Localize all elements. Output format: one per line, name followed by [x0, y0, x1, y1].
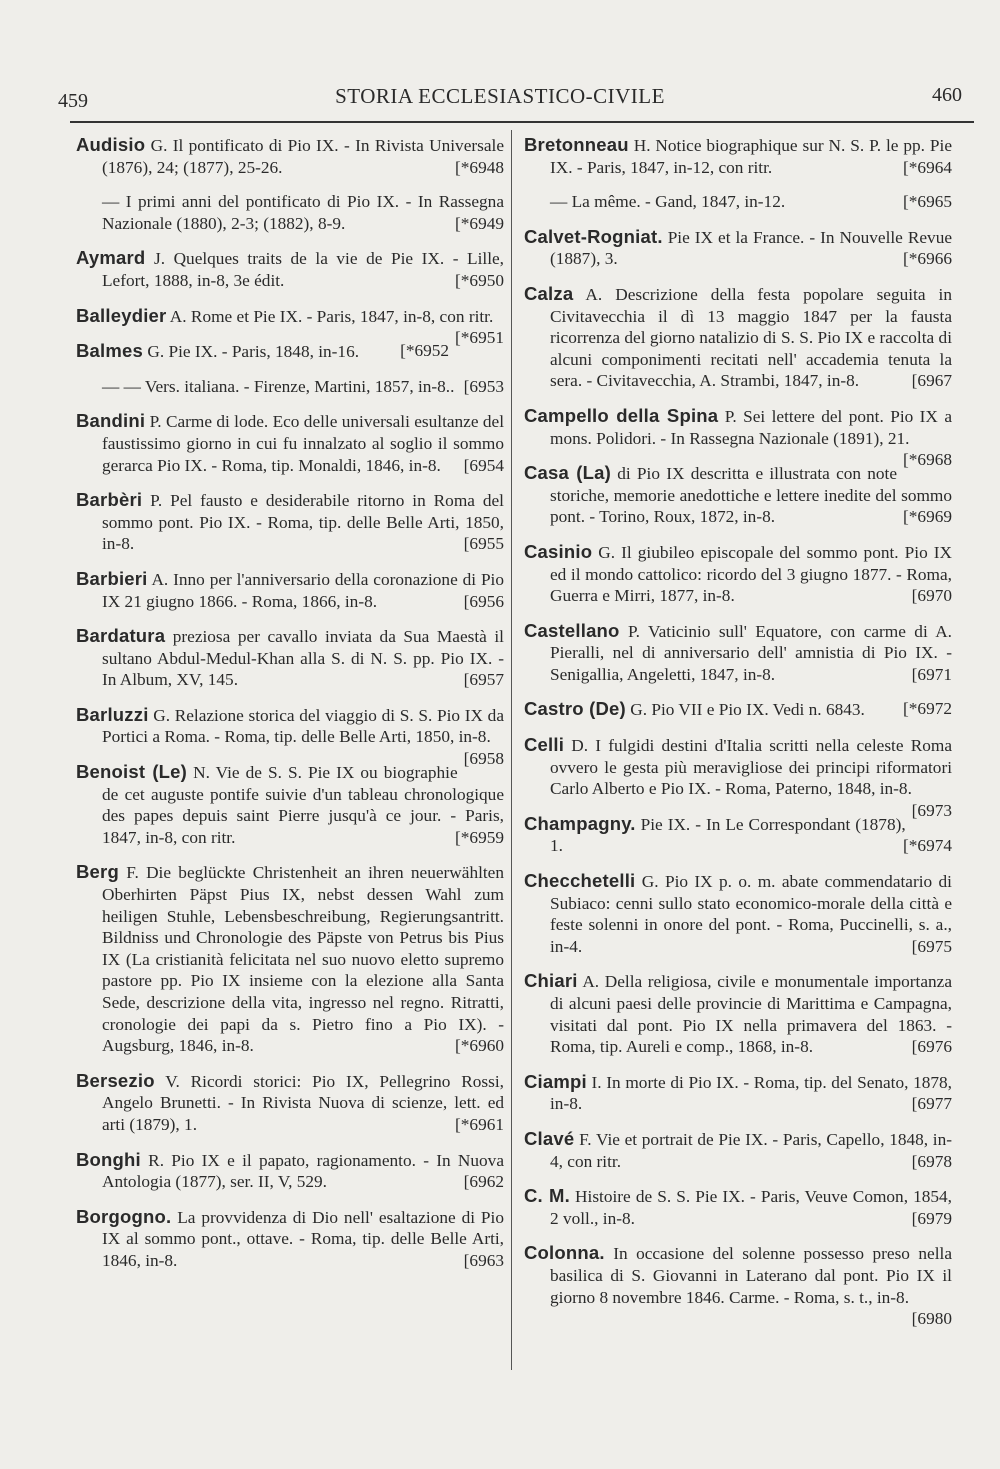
entry-author: Balleydier [76, 304, 167, 326]
bibliography-entry [76, 1070, 504, 1136]
entry-reference-number: [6970 [911, 586, 952, 606]
bibliography-entry [76, 1206, 504, 1272]
entry-reference-number: [*6972 [903, 699, 952, 719]
bibliography-entry [76, 761, 504, 848]
entry-reference-number: [*6968 [903, 450, 952, 470]
entry-text: Pie IX. - In Le Correspondant (1878), 1. [550, 814, 906, 856]
entry-text: di Pio IX descritta e illustrata con note storiche, memorie anedottiche e lettere inedite del sommo pont. - Torino, Roux, 1872, in-8. [550, 464, 952, 527]
entry-author: Balmes [76, 340, 144, 362]
entry-author: Berg [76, 861, 119, 883]
entry-author: Aymard [76, 247, 146, 269]
bibliography-entry [524, 541, 952, 607]
entry-author: Barluzzi [76, 703, 149, 725]
entry-reference-number: [*6949 [455, 213, 504, 233]
bibliography-entry [524, 698, 952, 721]
entry-author: Barbèri [76, 489, 143, 511]
bibliography-entry [76, 489, 504, 555]
entry-author: Casa (La) [524, 462, 611, 484]
entry-reference-number: [*6948 [455, 157, 504, 177]
entry-text: La provvidenza di Dio nell' esaltazione di Pio IX al sommo pont., ottave. - Roma, tip. delle Belle Arti, 1846, in-8. [102, 1207, 504, 1270]
entry-text: Histoire de S. S. Pie IX. - Paris, Veuve Comon, 1854, 2 voll., in-8. [550, 1187, 952, 1228]
bibliography-entry [76, 376, 504, 398]
entry-author: C. M. [524, 1185, 570, 1207]
bibliography-entry [76, 304, 504, 348]
bibliography-entry [524, 1128, 952, 1172]
entry-text: F. Die beglückte Christenheit an ihren neuerwählten Oberhirten Päpst Pius IX, nebst dessen Wahl zum heiligen Stuhle, Lebensbeschreibung, Regierungsantritt. Bildniss und Chronologie des Päpste von Petrus bis Pius IX (La cristianità felicitata nel suo nuovo eletto supremo pastore pp. Pio IX insieme con la elezione alla Santa Sede, descrizione della vita, ingresso nel regno. Ritratti, cronologie dei papi da s. Pietro fino a Pio IX). - Augsburg, 1846, in-8. [102, 863, 504, 1056]
entry-text: H. Notice biographique sur N. S. P. le pp. Pie IX. - Paris, 1847, in-12, con ritr. [550, 136, 952, 177]
entry-text: In occasione del solenne possesso preso nella basilica di S. Giovanni in Laterano dal pont. Pio IX il giorno 8 novembre 1846. Carme. - Roma, s. t., in-8. [550, 1244, 952, 1307]
entry-author: Calza [524, 282, 574, 304]
bibliography-entry [76, 568, 504, 612]
bibliography-entry [76, 410, 504, 476]
entry-reference-number: [*6965 [903, 192, 952, 212]
entry-reference-number: [*6952 [400, 341, 450, 361]
entry-author: Audisio [76, 134, 146, 155]
entry-reference-number: [*6961 [455, 1114, 504, 1134]
entry-text: Pie IX et la France. - In Nouvelle Revue (1887), 3. [550, 227, 952, 269]
entry-text: P. Sei lettere del pont. Pio IX a mons. Polidori. - In Rassegna Nazionale (1891), 21. [550, 406, 952, 448]
entry-author: Campello della Spina [524, 404, 719, 426]
entry-author: Ciampi [524, 1070, 587, 1092]
entry-author: Castro (De) [524, 698, 626, 720]
bibliography-entry [524, 620, 952, 686]
entry-author: Bretonneau [524, 134, 629, 155]
entry-text: G. Il giubileo episcopale del sommo pont. Pio IX ed il mondo cattolico: ricordo del 3 giugno 1877. - Roma, Guerra e Mirri, 1877, in-8. [550, 542, 952, 606]
bibliography-entry [524, 226, 952, 270]
entry-text: — La même. - Gand, 1847, in-12. [550, 192, 786, 212]
entry-reference-number: [6979 [911, 1208, 952, 1228]
page-number-right: 460 [932, 84, 962, 106]
entry-reference-number: [*6959 [455, 827, 504, 847]
entry-author: Bonghi [76, 1148, 141, 1170]
entry-reference-number: [6971 [911, 664, 952, 684]
right-column [524, 134, 952, 1330]
entry-reference-number: [*6960 [455, 1036, 504, 1056]
entry-author: Castellano [524, 619, 620, 641]
entry-text: preziosa per cavallo inviata da Sua Maestà il sultano Abdul-Medul-Khan alla S. di N. S. pp. Pio IX. - In Album, XV, 145. [102, 627, 504, 690]
entry-reference-number: [6956 [463, 591, 504, 611]
entry-text: G. Pio VII e Pio IX. Vedi n. 6843. [625, 700, 865, 720]
entry-text: N. Vie de S. S. Pie IX ou biographie de cet auguste pontife suivie d'un tableau chronologique des papes depuis saint Pierre jusqu'à ce jour. - Paris, 1847, in-8, con ritr. [102, 763, 504, 847]
header-rule [70, 121, 974, 123]
bibliography-entry [524, 970, 952, 1057]
entry-reference-number: [*6966 [903, 249, 952, 269]
entry-reference-number: [6976 [911, 1037, 952, 1057]
entry-author: Clavé [524, 1127, 575, 1149]
bibliography-entry [524, 404, 952, 470]
entry-text: J. Quelques traits de la vie de Pie IX. - Lille, Lefort, 1888, in-8, 3e édit. [102, 249, 504, 290]
entry-reference-number: [6967 [911, 371, 952, 391]
bibliography-entry [76, 247, 504, 291]
entry-reference-number: [6980 [911, 1309, 952, 1329]
running-title: STORIA ECCLESIASTICO-CIVILE [335, 84, 665, 108]
entry-text: A. Della religiosa, civile e monumentale importanza di alcuni paesi delle provincie di Marittima e Campagna, visitati dal pont. Pio IX nella primavera del 1863. - Roma, tip. Aureli e comp., 1868, in-8. [550, 972, 952, 1057]
entry-text: A. Descrizione della festa popolare seguita in Civitavecchia il dì 13 maggio 1847 per la fausta ricorrenza del giorno natalizio di S. S. Pio IX e raccolta di alcuni componimenti recitati nell' accademia tenuta la sera. - Civitavecchia, A. Strambi, 1847, in-8. [550, 284, 952, 391]
entry-text: A. Inno per l'anniversario della coronazione di Pio IX 21 giugno 1866. - Roma, 1866, in-8. [102, 569, 504, 611]
entry-author: Checchetelli [524, 870, 636, 892]
entry-text: V. Ricordi storici: Pio IX, Pellegrino Rossi, Angelo Brunetti. - In Rivista Nuova di scienze, lett. ed arti (1879), 1. [102, 1071, 504, 1134]
entry-reference-number: [6962 [463, 1172, 504, 1192]
bibliography-entry [76, 340, 504, 363]
entry-text: G. Relazione storica del viaggio di S. S. Pio IX da Portici a Roma. - Roma, tip. delle Belle Arti, 1850, in-8. [102, 705, 504, 747]
column-divider [511, 130, 512, 1370]
entry-reference-number: [*6950 [455, 270, 504, 290]
entry-text: G. Il pontificato di Pio IX. - In Rivista Universale (1876), 24; (1877), 25-26. [102, 136, 504, 177]
page-number-left: 459 [58, 90, 88, 112]
entry-author: Bandini [76, 410, 146, 432]
bibliography-entry [524, 191, 952, 213]
entry-author: Chiari [524, 970, 578, 992]
bibliography-entry [524, 734, 952, 820]
bibliography-entry [76, 1149, 504, 1193]
entry-text: D. I fulgidi destini d'Italia scritti nella celeste Roma ovvero le gesta più meravigliose dei principi riformatori Carlo Alberto e Pio IX. - Roma, Paterno, 1848, in-8. [550, 736, 952, 799]
entry-reference-number: [6973 [911, 800, 952, 820]
bibliography-entry [76, 625, 504, 691]
entry-text: P. Carme di lode. Eco delle universali esultanze del faustissimo giorno in cui fu innalzato al soglio il sommo gerarca Pio IX. - Roma, tip. Monaldi, 1846, in-8. [102, 412, 504, 475]
bibliography-entry [76, 861, 504, 1056]
entry-reference-number: [6975 [911, 936, 952, 956]
entry-text: P. Vaticinio sull' Equatore, con carme di A. Pieralli, nel di anniversario dell' amnistia di Pio IX. - Senigallia, Angeletti, 1847, in-8. [550, 621, 952, 684]
entry-text: — I primi anni del pontificato di Pio IX. - In Rassegna Nazionale (1880), 2-3; (1882), 8-9. [102, 192, 504, 233]
entry-text: I. In morte di Pio IX. - Roma, tip. del Senato, 1878, in-8. [550, 1072, 952, 1114]
entry-text: G. Pio IX p. o. m. abate commendatario di Subiaco: cenni sullo stato economico-morale della città e feste solenni in onore del pont. - Roma, Puccinelli, s. a., in-4. [550, 872, 952, 956]
left-column [76, 134, 504, 1285]
bibliography-entry [524, 462, 952, 528]
bibliography-entry [524, 283, 952, 392]
entry-reference-number: [6958 [463, 749, 504, 769]
entry-author: Bardatura [76, 625, 166, 647]
page-header [0, 0, 1000, 120]
bibliography-entry [524, 870, 952, 957]
entry-author: Colonna. [524, 1242, 605, 1264]
entry-text: G. Pie IX. - Paris, 1848, in-16. [143, 342, 360, 362]
entry-reference-number: [6955 [463, 534, 504, 554]
entry-reference-number: [*6964 [903, 157, 952, 177]
entry-text: — — Vers. italiana. - Firenze, Martini, 1857, in-8.. [102, 376, 455, 396]
bibliography-entry [76, 191, 504, 234]
entry-reference-number: [6977 [911, 1094, 952, 1114]
entry-text: R. Pio IX e il papato, ragionamento. - In Nuova Antologia (1877), ser. II, V, 529. [102, 1150, 504, 1192]
entry-reference-number: [*6951 [455, 328, 504, 348]
entry-reference-number: [6953 [463, 376, 504, 396]
entry-author: Calvet-Rogniat. [524, 225, 663, 247]
entry-author: Casinio [524, 540, 593, 562]
entry-reference-number: [6963 [463, 1250, 504, 1270]
entry-reference-number: [6954 [463, 455, 504, 475]
entry-text: P. Pel fausto e desiderabile ritorno in Roma del sommo pont. Pio IX. - Roma, tip. delle Belle Arti, 1850, in-8. [102, 491, 504, 554]
entry-author: Barbieri [76, 567, 148, 589]
entry-reference-number: [6978 [911, 1151, 952, 1171]
entry-author: Celli [524, 734, 565, 756]
bibliography-entry [524, 813, 952, 857]
bibliography-entry [524, 134, 952, 178]
entry-reference-number: [*6974 [903, 836, 952, 856]
bibliography-entry [76, 134, 504, 178]
entry-text: A. Rome et Pie IX. - Paris, 1847, in-8, con ritr. [166, 306, 494, 326]
entry-author: Bersezio [76, 1069, 155, 1091]
bibliography-entry [524, 1071, 952, 1115]
bibliography-entry [524, 1185, 952, 1229]
bibliography-entry [524, 1242, 952, 1329]
entry-reference-number: [6957 [463, 670, 504, 690]
entry-author: Champagny. [524, 812, 636, 834]
entry-author: Benoist (Le) [76, 761, 188, 783]
bibliography-entry [76, 703, 504, 769]
entry-reference-number: [*6969 [903, 507, 952, 527]
entry-author: Borgogno. [76, 1205, 172, 1227]
entry-text: F. Vie et portrait de Pie IX. - Paris, Capello, 1848, in-4, con ritr. [550, 1129, 952, 1171]
